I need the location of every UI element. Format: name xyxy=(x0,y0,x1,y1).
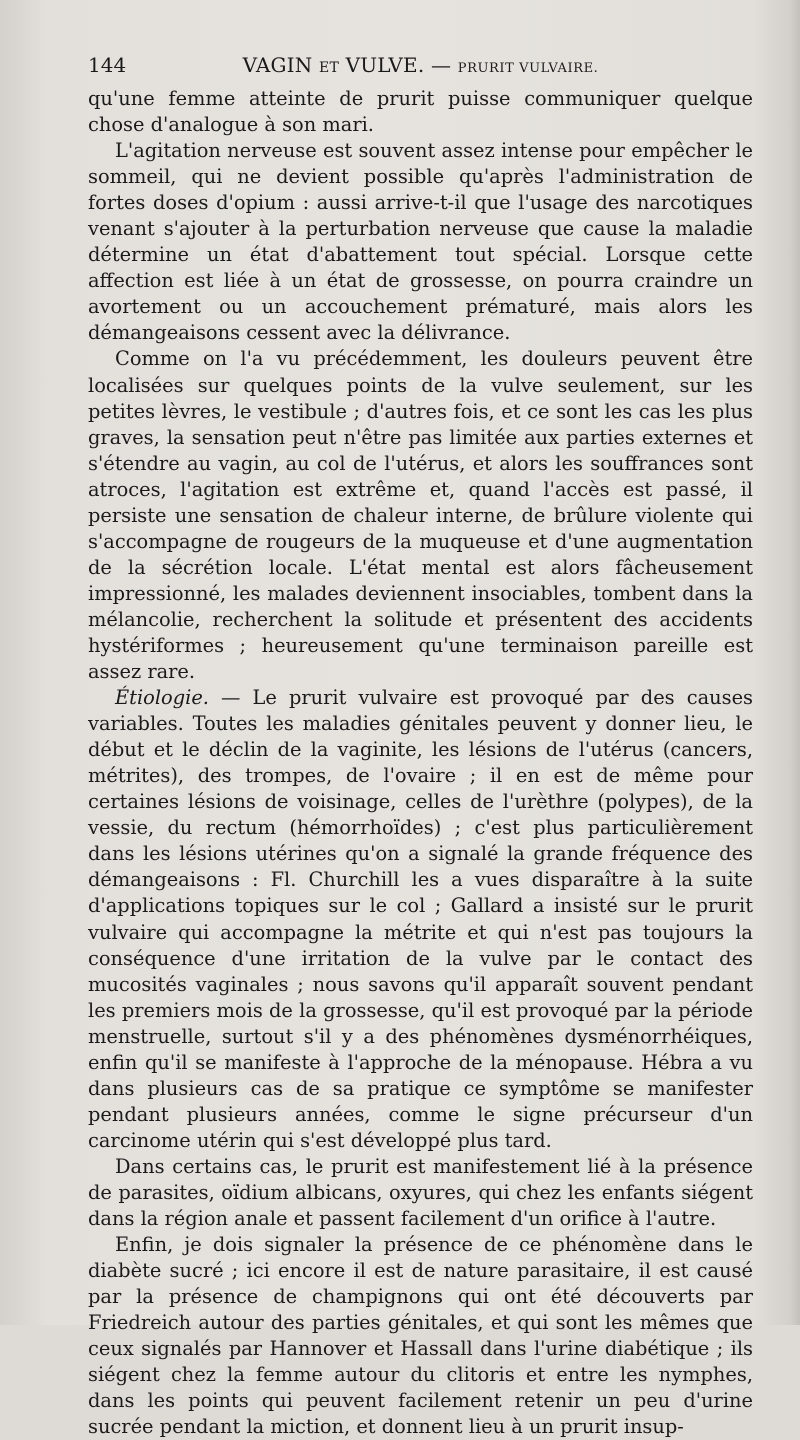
running-title-part1: VAGIN xyxy=(242,53,313,77)
section-heading-etiologie: Étiologie. xyxy=(115,686,209,710)
page-edge-shadow xyxy=(790,0,800,1325)
paragraph: L'agitation nerveuse est souvent assez intense pour empêcher le sommeil, qui ne devient possible qu'après l'administration de fortes doses d'opium : aussi arrive-t-il que l'usage des narcotiques venant s'ajouter à la perturbation nerveuse que cause la maladie détermine un état d'abattement tout spécial. Lorsque cette affection est liée à un état de grossesse, on pourra craindre un avortement ou un accouchement prématuré, mais alors les démangeaisons cessent avec la délivrance. xyxy=(88,139,753,345)
running-title-et: ET xyxy=(319,60,340,76)
body-text xyxy=(88,86,753,1440)
paragraph: Enfin, je dois signaler la présence de ce phénomène dans le diabète sucré ; ici encore il est de nature parasitaire, il est causé par la présence de champignons qui ont été découverts par Friedreich autour des parties génitales, et qui sont les mêmes que ceux signalés par Hannover et Hassall dans l'urine diabétique ; ils siégent chez la femme autour du clitoris et entre les nymphes, dans les points qui peuvent facilement retenir un peu d'urine sucrée pendant la miction, et donnent lieu à un prurit insup- xyxy=(88,1233,753,1439)
page-header xyxy=(88,50,753,80)
running-title-section: PRURIT VULVAIRE. xyxy=(457,61,599,76)
running-title xyxy=(88,50,753,84)
page-number: 144 xyxy=(88,53,127,77)
paragraph: qu'une femme atteinte de prurit puisse communiquer quelque chose d'analogue à son mari. xyxy=(88,87,753,137)
running-title-part2: VULVE. — xyxy=(345,53,452,77)
paragraph-etiologie xyxy=(88,685,753,1154)
paragraph: Dans certains cas, le prurit est manifestement lié à la présence de parasites, oïdium albicans, oxyures, qui chez les enfants siégent dans la région anale et passent facilement d'un orifice à l'autre. xyxy=(88,1154,753,1231)
paragraph: Comme on l'a vu précédemment, les douleurs peuvent être localisées sur quelques points de la vulve seulement, sur les petites lèvres, le vestibule ; d'autres fois, et ce sont les cas les plus graves, la sensation peut n'être pas limitée aux parties externes et s'étendre au vagin, au col de l'utérus, et alors les souffrances sont atroces, l'agitation est extrême et, quand l'accès est passé, il persiste une sensation de chaleur interne, de brûlure violente qui s'accompagne de rougeurs de la muqueuse et d'une augmentation de la sécrétion locale. L'état mental est alors fâcheusement impressionné, les malades deviennent insociables, tombent dans la mélancolie, recherchent la solitude et présentent des accidents hystériformes ; heureusement qu'une terminaison pareille est assez rare. xyxy=(88,347,753,684)
paragraph-text: — Le prurit vulvaire est provoqué par des causes variables. Toutes les maladies génitales peuvent y donner lieu, le début et le déclin de la vaginite, les lésions de l'utérus (cancers, métrites), des trompes, de l'ovaire ; il en est de même pour certaines lésions de voisinage, celles de l'urèthre (polypes), de la vessie, du rectum (hémorrhoïdes) ; c'est plus particulièrement dans les lésions utérines qu'on a signalé la grande fréquence des démangeaisons : Fl. Churchill les a vues disparaître à la suite d'applications topiques sur le col ; Gallard a insisté sur le prurit vulvaire qui accompagne la métrite et qui n'est pas toujours la conséquence d'une irritation de la vulve par le contact des mucosités vaginales ; nous savons qu'il apparaît souvent pendant les premiers mois de la grossesse, qu'il est provoqué par la période menstruelle, surtout s'il y a des phénomènes dysménorrhéiques, enfin qu'il se manifeste à l'approche de la ménopause. Hébra a vu dans plusieurs cas de sa pratique ce symptôme se manifester pendant plusieurs années, comme le signe précurseur d'un carcinome utérin qui s'est développé plus tard. xyxy=(88,686,753,1152)
